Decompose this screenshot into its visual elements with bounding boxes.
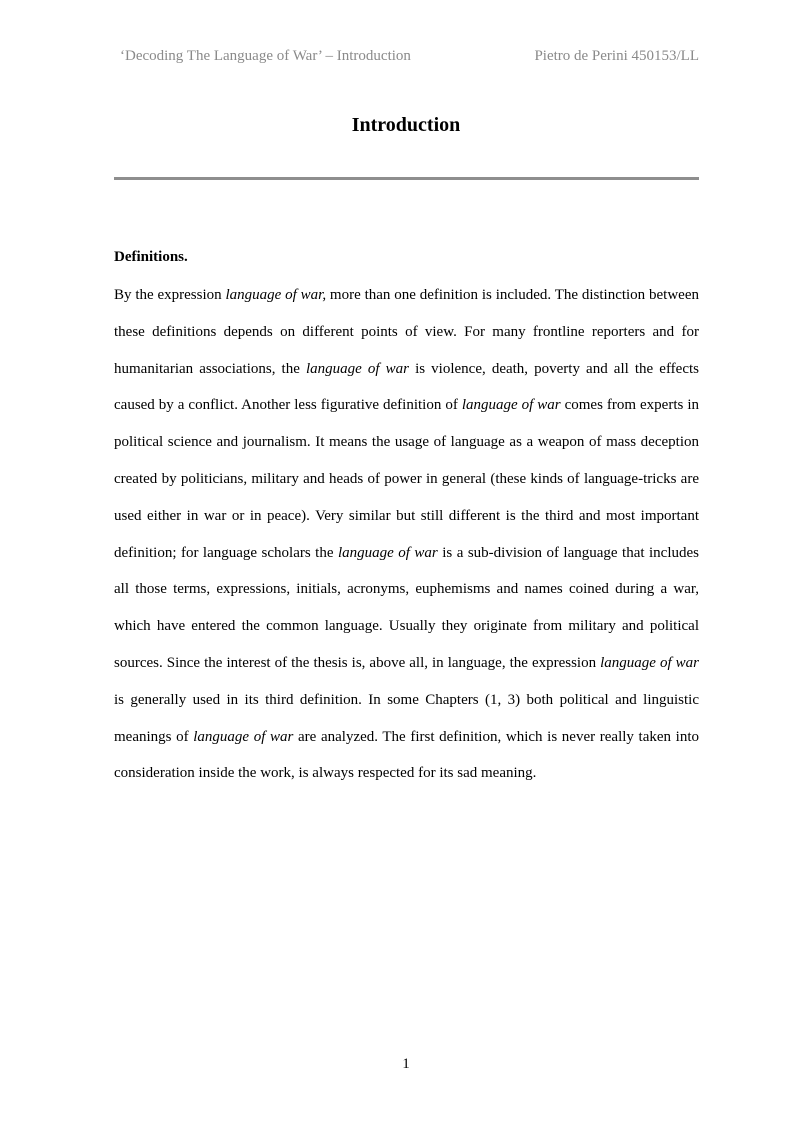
paragraph-text: By the expression — [114, 287, 226, 303]
italic-term: language of war — [193, 728, 294, 745]
paragraph-text: comes from experts in political science and journalism. It means the usage of language as a weapon of mass deception created by politicians, military and heads of power in general (these kinds of language-tricks are used either in war or in peace). Very similar but still different is the third and most important definition; for language scholars the — [114, 397, 699, 561]
paragraph-text: more than one definition is included. The distinction between these definitions depends on different points of view. For many frontline reporters and for humanitarian associations, the — [114, 287, 699, 377]
italic-term: language of war — [461, 397, 561, 414]
body-paragraph — [114, 277, 699, 792]
running-header — [120, 48, 699, 68]
page-number: 1 — [402, 1056, 410, 1072]
header-document-title: ‘Decoding The Language of War’ – Introduction — [120, 48, 411, 64]
paragraph-text: is generally used in its third definition. In some Chapters (1, 3) both political and linguistic meanings of — [114, 691, 699, 745]
italic-term: language of war, — [225, 287, 327, 303]
italic-term: language of war — [337, 544, 438, 561]
section-heading: Definitions. — [114, 249, 188, 265]
page-title: Introduction — [351, 114, 461, 136]
paragraph-text: is violence, death, poverty and all the effects caused by a conflict. Another less figurative definition of — [114, 360, 699, 414]
italic-term: language of war — [305, 360, 409, 377]
header-author-id: Pietro de Perini 450153/LL — [534, 48, 699, 64]
paragraph-text: are analyzed. The first definition, which is never really taken into consideration inside the work, is always respected for its sad meaning. — [114, 728, 699, 782]
italic-term: language of war — [600, 654, 699, 671]
title-divider — [114, 177, 699, 180]
paragraph-text: is a sub-division of language that includes all those terms, expressions, initials, acronyms, euphemisms and names coined during a war, which have entered the common language. Usually they originate from military and political sources. Since the interest of the thesis is, above all, in language, the expression — [114, 544, 699, 671]
